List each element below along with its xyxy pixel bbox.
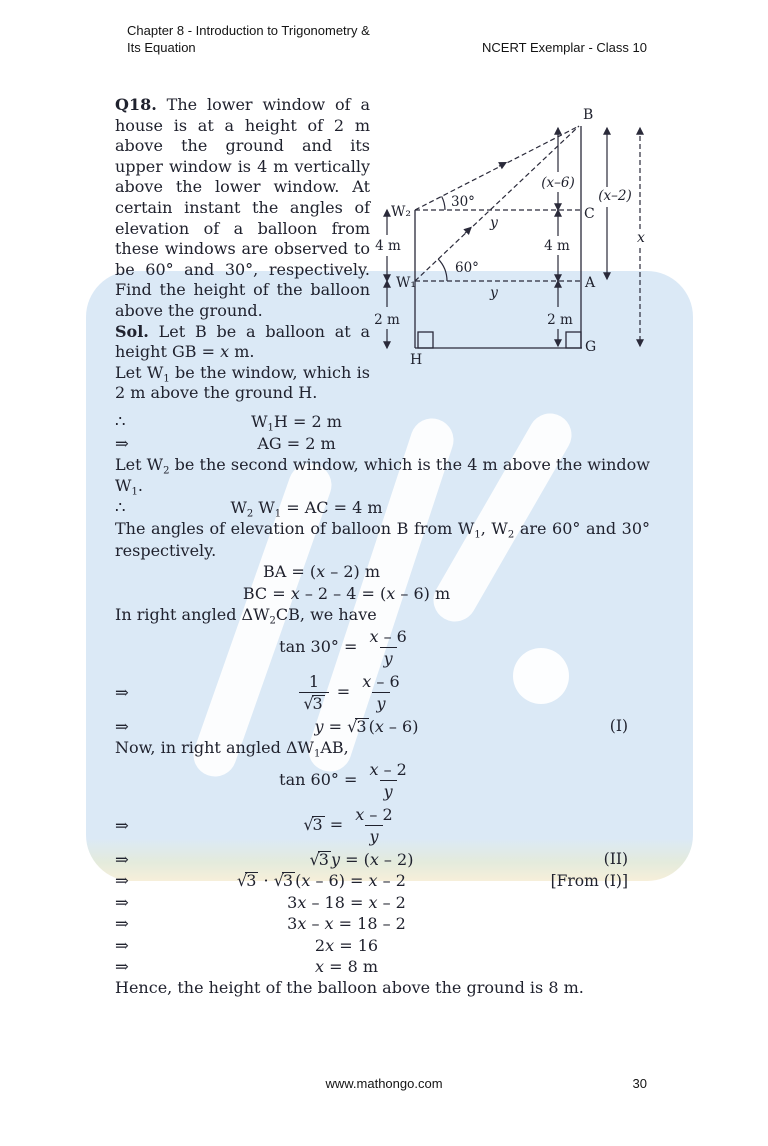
equation-tag: [From (I)] (550, 871, 628, 890)
text-fragment: In right angled ΔW (115, 605, 270, 625)
equation-row (0, 848, 768, 870)
math-variable: x (297, 914, 307, 934)
sqrt (237, 871, 258, 890)
equation-cell (161, 434, 542, 453)
page-footer (0, 1076, 768, 1091)
math-variable: x (386, 583, 396, 603)
math-variable: y (383, 649, 393, 669)
chapter-title (127, 22, 370, 56)
text-fragment: 2 (314, 935, 326, 955)
equation (279, 625, 414, 670)
text-fragment: – 2 (377, 871, 406, 891)
equation-tag: (II) (603, 850, 628, 869)
equation (243, 584, 450, 603)
equation-lead-symbol: ⇒ (115, 433, 129, 453)
text-fragment: – 18 = (306, 892, 369, 912)
equation (315, 936, 378, 955)
math-variable: x (325, 935, 335, 955)
math-variable: x (301, 871, 311, 891)
text-fragment: AB, (320, 737, 349, 757)
equation (310, 850, 414, 869)
text-fragment: 3 (282, 871, 294, 891)
equation-lead-symbol: ⇒ (115, 871, 129, 891)
book-title: NCERT Exemplar - Class 10 (482, 40, 647, 55)
text-fragment: H = 2 m (273, 412, 342, 432)
label-left-2m: 2 m (374, 312, 400, 328)
equation-cell (161, 412, 542, 434)
subscript: 1 (131, 486, 138, 498)
bold-label: Q18. (115, 95, 157, 114)
radicand (245, 872, 258, 890)
denominator (380, 647, 397, 668)
math-variable: y (330, 849, 340, 869)
radical-sign: √ (237, 871, 248, 891)
equation-lead-symbol: ⇒ (115, 935, 129, 955)
text-fragment: = 16 (334, 935, 379, 955)
text-fragment: = (324, 815, 349, 835)
math-variable: x (290, 583, 300, 603)
equation-cell (161, 893, 542, 912)
numerator (351, 805, 396, 825)
equation-lead-symbol: ∴ (115, 412, 126, 432)
text-fragment: – 2) m (325, 562, 381, 582)
text-fragment: – 2 (378, 760, 407, 780)
subscript: 1 (274, 508, 282, 520)
text-fragment: · (258, 871, 274, 891)
label-b: B (583, 107, 594, 123)
equation-row (0, 956, 768, 978)
text-fragment: – 6) (383, 716, 419, 736)
equation-lead-symbol: ⇒ (115, 816, 129, 836)
solution-text-line (0, 454, 768, 497)
text-fragment: 3 (318, 849, 329, 869)
text-fragment: tan 60° = (279, 770, 363, 790)
sight-lines (415, 126, 581, 281)
fraction (299, 672, 328, 713)
text-fragment: 3 (287, 914, 298, 934)
label-left-4m: 4 m (375, 238, 401, 254)
text-fragment: tan 30° = (279, 637, 363, 657)
label-g: G (585, 339, 597, 355)
equation-row (0, 715, 768, 737)
text-fragment: – 2 (364, 805, 393, 825)
question-paragraph (115, 95, 370, 322)
denominator (380, 780, 397, 801)
text-fragment: – (306, 914, 325, 934)
text-fragment: be the second window, which is the 4 m above the window W (115, 454, 650, 496)
subscript: 1 (267, 422, 274, 434)
text-fragment: W (251, 412, 268, 432)
text-fragment: ( (295, 871, 302, 891)
diagram-column (370, 88, 695, 377)
equation-row (0, 670, 768, 715)
text-fragment: Hence, the height of the balloon above the ground is 8 m. (115, 978, 584, 998)
question-section (0, 95, 768, 404)
right-angle-mark-g (566, 332, 581, 348)
text-fragment: = AC = 4 m (281, 497, 383, 517)
text-fragment: BA = ( (262, 562, 317, 582)
subscript: 1 (163, 373, 170, 385)
equation-lead-symbol: ⇒ (115, 683, 129, 703)
label-angle-30: 30° (451, 194, 475, 210)
radicand (312, 695, 325, 713)
math-variable: x (368, 892, 378, 912)
text-fragment: = (323, 716, 348, 736)
angle-arc-30 (442, 196, 445, 210)
text-fragment: 3 (287, 892, 298, 912)
equation (287, 914, 406, 933)
subscript: 2 (246, 508, 254, 520)
text-fragment: – 6 (371, 672, 400, 692)
sqrt (347, 717, 368, 736)
text-fragment: – 6) m (395, 583, 451, 603)
math-variable: y (314, 716, 324, 736)
equation (287, 893, 406, 912)
equation-cell (161, 957, 542, 976)
label-y-lower: y (490, 285, 498, 301)
solution-text-line (0, 977, 768, 998)
equation-cell (161, 584, 542, 603)
numerator (305, 672, 323, 692)
equation-cell (161, 758, 542, 803)
equation (251, 412, 342, 434)
label-mid-2m: 2 m (547, 312, 573, 328)
equation (296, 670, 406, 715)
equation-cell (161, 625, 542, 670)
equation-lead-symbol: ⇒ (115, 892, 129, 912)
subscript: 2 (507, 529, 515, 541)
label-c: C (584, 206, 595, 222)
page-header (0, 0, 768, 56)
equation (257, 434, 335, 453)
angle-arc-60 (438, 259, 447, 281)
text-fragment: – 2) (378, 849, 414, 869)
radical-sign: √ (347, 716, 358, 736)
bold-label: Sol. (115, 321, 149, 341)
math-variable: x (362, 672, 372, 692)
equation-tag: (I) (609, 717, 628, 736)
equation-row (0, 803, 768, 848)
math-variable: x (324, 914, 334, 934)
equation-row (0, 870, 768, 892)
equation (279, 758, 414, 803)
text-fragment: Now, in right angled ΔW (115, 737, 314, 757)
equation-row (0, 411, 768, 433)
label-x-minus-2: (x–2) (598, 188, 632, 204)
solution-rows (0, 411, 768, 999)
equation-row (0, 913, 768, 935)
denominator (372, 692, 389, 713)
math-variable: x (368, 871, 378, 891)
equation-row (0, 561, 768, 583)
numerator (365, 627, 410, 647)
text-fragment: = ( (339, 849, 370, 869)
equation-row (0, 934, 768, 956)
label-w1: W₁ (396, 275, 417, 291)
text-fragment: Let B be a balloon at a height GB = (115, 321, 370, 362)
equation-cell (161, 914, 542, 933)
text-fragment: Let W (115, 362, 164, 382)
fraction (365, 627, 410, 668)
radicand (312, 816, 325, 834)
equation-row (0, 758, 768, 803)
equation-cell (161, 871, 542, 890)
radical-sign: √ (303, 694, 314, 714)
text-fragment: – 6 (378, 627, 407, 647)
chapter-title-line2: Its Equation (127, 40, 196, 55)
radicand (318, 851, 331, 869)
measure-arrows (387, 128, 640, 348)
equation-lead-symbol: ⇒ (115, 914, 129, 934)
text-fragment: 3 (246, 871, 257, 891)
equation-lead-symbol: ⇒ (115, 957, 129, 977)
text-fragment: CB, we have (275, 605, 377, 625)
equation-row (0, 432, 768, 454)
label-w2: W₂ (391, 204, 412, 220)
subscript: 2 (163, 465, 170, 477)
sqrt (303, 815, 324, 834)
text-fragment: 3 (312, 694, 323, 714)
equation-cell (161, 803, 542, 848)
chapter-title-line1: Chapter 8 - Introduction to Trigonometry & (127, 23, 370, 38)
equation-lead-symbol: ⇒ (115, 849, 129, 869)
elevation-diagram (370, 88, 695, 373)
solution-text-line (0, 604, 768, 625)
label-h: H (410, 352, 423, 368)
equation (315, 717, 419, 736)
text-fragment: BC = (242, 583, 291, 603)
text-fragment: W (230, 497, 247, 517)
text-fragment: , W (480, 519, 508, 539)
text-fragment: ( (368, 716, 375, 736)
radicand (355, 718, 368, 736)
footer-url: www.mathongo.com (325, 1076, 443, 1091)
equation (303, 803, 399, 848)
math-variable: x (369, 849, 379, 869)
radical-sign: √ (273, 871, 284, 891)
label-x-total: x (637, 230, 645, 246)
text-fragment: = 8 m (324, 957, 379, 977)
subscript: 1 (474, 529, 481, 541)
label-y-upper: y (490, 215, 498, 231)
math-variable: x (314, 957, 324, 977)
text-fragment: . (137, 476, 143, 496)
numerator (365, 760, 410, 780)
text-fragment: AG = 2 m (257, 433, 336, 453)
equation-row (0, 583, 768, 605)
subscript: 2 (269, 615, 276, 627)
text-fragment: Let W (115, 454, 164, 474)
text-fragment: – 6) = (310, 871, 369, 891)
equation-cell (161, 562, 542, 581)
equation (237, 871, 406, 890)
math-variable: x (369, 627, 379, 647)
math-variable: x (316, 562, 326, 582)
equation-cell (161, 497, 542, 520)
text-fragment: be the window, which is 2 m above the ground H. (115, 362, 370, 403)
fraction (358, 672, 403, 713)
text-fragment: = (331, 682, 356, 702)
text-fragment: W (253, 497, 275, 517)
subscript: 1 (313, 748, 321, 760)
math-variable: x (220, 342, 230, 362)
fraction (365, 760, 410, 801)
equation-cell (161, 850, 542, 869)
equation (315, 957, 378, 976)
text-fragment: 3 (312, 815, 323, 835)
label-a: A (585, 275, 596, 291)
text-fragment: – 2 – 4 = ( (299, 583, 387, 603)
equation (230, 497, 383, 520)
math-variable: x (297, 892, 307, 912)
text-fragment: 3 (356, 716, 367, 736)
math-variable: x (355, 805, 365, 825)
right-angle-mark-h (418, 332, 433, 348)
solution-intro-1 (115, 322, 370, 363)
math-variable: x (374, 716, 384, 736)
math-variable: x (369, 760, 379, 780)
math-variable: y (369, 827, 379, 847)
text-fragment: 1 (308, 672, 320, 692)
page-number: 30 (632, 1076, 647, 1091)
denominator (299, 692, 328, 713)
radical-sign: √ (303, 815, 314, 835)
text-fragment: m. (229, 342, 255, 362)
fraction (351, 805, 396, 846)
equation-lead-symbol: ∴ (115, 497, 126, 517)
sqrt (274, 871, 295, 890)
solution-intro-2 (115, 363, 370, 404)
equation-cell (161, 936, 542, 955)
equation-cell (161, 670, 542, 715)
radical-sign: √ (309, 849, 320, 869)
equation-row (0, 625, 768, 670)
sqrt (303, 694, 324, 713)
denominator (365, 825, 382, 846)
text-fragment: The lower window of a house is at a height of 2 m above the ground and its upper window is 4 m vertically above the lower window. At certain instant the angles of elevation of a balloon from these windows are observed to be 60° and 30°, respectively. Find the height of the balloon above the ground. (115, 95, 370, 320)
text-fragment: The angles of elevation of balloon B from W (115, 519, 475, 539)
label-mid-4m: 4 m (544, 238, 570, 254)
equation (263, 562, 380, 581)
solution-text-line (0, 737, 768, 758)
numerator (358, 672, 403, 692)
radicand (282, 872, 295, 890)
equation-row (0, 891, 768, 913)
label-x-minus-6: (x–6) (541, 175, 575, 191)
text-fragment: are 60° and 30° respectively. (115, 519, 651, 560)
text-fragment: = 18 – 2 (333, 914, 406, 934)
text-fragment: – 2 (377, 892, 406, 912)
math-variable: y (376, 694, 386, 714)
sqrt (310, 850, 331, 869)
solution-text-line (0, 518, 768, 561)
equation-cell (161, 717, 542, 736)
label-angle-60: 60° (455, 260, 479, 276)
equation-lead-symbol: ⇒ (115, 716, 129, 736)
math-variable: y (383, 782, 393, 802)
question-column (115, 95, 370, 404)
equation-row (0, 497, 768, 519)
